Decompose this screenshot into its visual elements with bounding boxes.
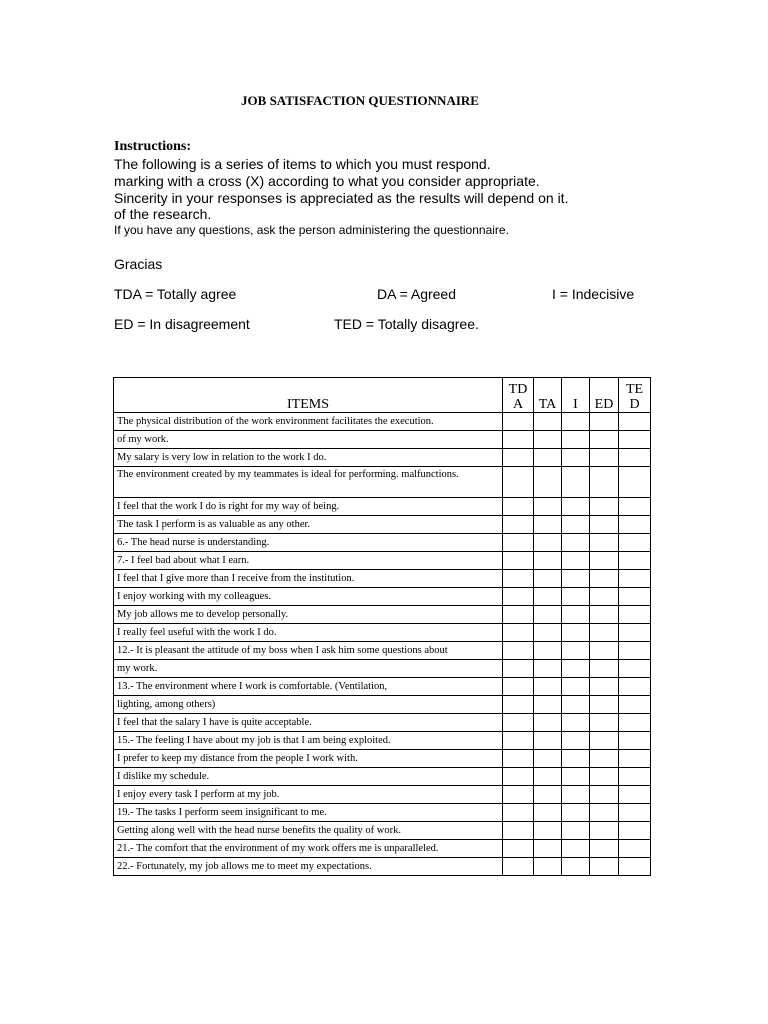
answer-cell-i[interactable] (562, 449, 590, 467)
table-row (114, 678, 651, 696)
legend-da: DA = Agreed (377, 286, 457, 302)
answer-cell-i[interactable] (562, 822, 590, 840)
column-header-top: TD (508, 382, 528, 397)
column-header-bottom: I (573, 397, 578, 412)
table-row (114, 840, 651, 858)
answer-cell-i[interactable] (562, 588, 590, 606)
answer-cell-tda[interactable] (503, 768, 534, 786)
answer-cell-i[interactable] (562, 786, 590, 804)
table-row (114, 552, 651, 570)
answer-cell-ted[interactable] (619, 678, 651, 696)
answer-cell-ted[interactable] (619, 498, 651, 516)
answer-cell-ted[interactable] (619, 804, 651, 822)
item-text: I really feel useful with the work I do. (114, 624, 503, 642)
answer-cell-ed[interactable] (590, 768, 619, 786)
answer-cell-i[interactable] (562, 768, 590, 786)
answer-cell-ta[interactable] (534, 732, 562, 750)
answer-cell-tda[interactable] (503, 714, 534, 732)
answer-cell-i[interactable] (562, 498, 590, 516)
item-text: 19.- The tasks I perform seem insignificant to me. (114, 804, 503, 822)
answer-cell-tda[interactable] (503, 449, 534, 467)
instruction-line: The following is a series of items to which you must respond. (114, 156, 491, 172)
answer-cell-i[interactable] (562, 570, 590, 588)
table-row (114, 624, 651, 642)
item-text: The environment created by my teammates is ideal for performing. malfunctions. (114, 467, 503, 498)
column-header-bottom: ED (594, 397, 614, 412)
table-row (114, 858, 651, 876)
answer-cell-ted[interactable] (619, 552, 651, 570)
column-header-top: TE (625, 382, 644, 397)
table-row (114, 714, 651, 732)
answer-cell-tda[interactable] (503, 552, 534, 570)
answer-cell-ta[interactable] (534, 467, 562, 498)
answer-cell-ed[interactable] (590, 449, 619, 467)
answer-cell-ted[interactable] (619, 570, 651, 588)
answer-cell-ted[interactable] (619, 534, 651, 552)
answer-cell-ted[interactable] (619, 696, 651, 714)
answer-cell-ted[interactable] (619, 840, 651, 858)
answer-cell-tda[interactable] (503, 750, 534, 768)
answer-cell-i[interactable] (562, 714, 590, 732)
item-text: The physical distribution of the work environment facilitates the execution. (114, 413, 503, 431)
answer-cell-ta[interactable] (534, 678, 562, 696)
table-row (114, 570, 651, 588)
answer-cell-ted[interactable] (619, 768, 651, 786)
answer-cell-tda[interactable] (503, 534, 534, 552)
legend-ted: TED = Totally disagree. (334, 316, 479, 332)
column-header-bottom: A (512, 397, 524, 412)
answer-cell-ta[interactable] (534, 786, 562, 804)
item-text: 7.- I feel bad about what I earn. (114, 552, 503, 570)
answer-cell-ta[interactable] (534, 498, 562, 516)
answer-cell-ted[interactable] (619, 624, 651, 642)
instruction-line: marking with a cross (X) according to what you consider appropriate. (114, 173, 540, 189)
answer-cell-ed[interactable] (590, 431, 619, 449)
column-header-ted (619, 378, 651, 413)
item-text: 21.- The comfort that the environment of my work offers me is unparalleled. (114, 840, 503, 858)
answer-cell-ed[interactable] (590, 822, 619, 840)
items-header: ITEMS (114, 378, 503, 413)
answer-cell-ed[interactable] (590, 786, 619, 804)
table-row (114, 588, 651, 606)
answer-cell-ted[interactable] (619, 606, 651, 624)
instruction-line: If you have any questions, ask the person administering the questionnaire. (114, 223, 509, 237)
answer-cell-i[interactable] (562, 606, 590, 624)
item-text: My salary is very low in relation to the work I do. (114, 449, 503, 467)
answer-cell-ta[interactable] (534, 516, 562, 534)
table-row (114, 498, 651, 516)
table-row (114, 534, 651, 552)
answer-cell-tda[interactable] (503, 840, 534, 858)
answer-cell-i[interactable] (562, 467, 590, 498)
answer-cell-tda[interactable] (503, 858, 534, 876)
legend-tda: TDA = Totally agree (114, 286, 237, 302)
item-text: Getting along well with the head nurse benefits the quality of work. (114, 822, 503, 840)
answer-cell-ta[interactable] (534, 750, 562, 768)
legend-ed: ED = In disagreement (114, 316, 250, 332)
answer-cell-ta[interactable] (534, 534, 562, 552)
answer-cell-i[interactable] (562, 552, 590, 570)
column-header-tda (503, 378, 534, 413)
answer-cell-ta[interactable] (534, 552, 562, 570)
answer-cell-tda[interactable] (503, 660, 534, 678)
answer-cell-tda[interactable] (503, 588, 534, 606)
table-row (114, 732, 651, 750)
answer-cell-ed[interactable] (590, 624, 619, 642)
column-header-ta (534, 378, 562, 413)
answer-cell-ted[interactable] (619, 642, 651, 660)
page-title: JOB SATISFACTION QUESTIONNAIRE (241, 93, 479, 108)
answer-cell-ed[interactable] (590, 642, 619, 660)
table-row (114, 660, 651, 678)
table-row (114, 696, 651, 714)
answer-cell-ta[interactable] (534, 696, 562, 714)
item-text: I enjoy every task I perform at my job. (114, 786, 503, 804)
answer-cell-ed[interactable] (590, 858, 619, 876)
answer-cell-ta[interactable] (534, 606, 562, 624)
answer-cell-ed[interactable] (590, 660, 619, 678)
instructions-heading: Instructions: (114, 139, 192, 154)
answer-cell-tda[interactable] (503, 678, 534, 696)
table-row (114, 516, 651, 534)
answer-cell-tda[interactable] (503, 498, 534, 516)
answer-cell-i[interactable] (562, 642, 590, 660)
table-row (114, 431, 651, 449)
table-row (114, 786, 651, 804)
answer-cell-ted[interactable] (619, 714, 651, 732)
answer-cell-ted[interactable] (619, 467, 651, 498)
answer-cell-ta[interactable] (534, 624, 562, 642)
table-row (114, 642, 651, 660)
table-row (114, 750, 651, 768)
table-row (114, 467, 651, 498)
answer-cell-ed[interactable] (590, 606, 619, 624)
answer-cell-ted[interactable] (619, 858, 651, 876)
answer-cell-tda[interactable] (503, 606, 534, 624)
item-text: I feel that the work I do is right for my way of being. (114, 498, 503, 516)
answer-cell-ed[interactable] (590, 714, 619, 732)
table-row (114, 822, 651, 840)
answer-cell-ed[interactable] (590, 804, 619, 822)
answer-cell-ta[interactable] (534, 840, 562, 858)
answer-cell-ta[interactable] (534, 642, 562, 660)
answer-cell-ta[interactable] (534, 413, 562, 431)
answer-cell-i[interactable] (562, 732, 590, 750)
answer-cell-ted[interactable] (619, 588, 651, 606)
table-row (114, 606, 651, 624)
item-text: My job allows me to develop personally. (114, 606, 503, 624)
answer-cell-ted[interactable] (619, 413, 651, 431)
answer-cell-i[interactable] (562, 660, 590, 678)
answer-cell-tda[interactable] (503, 431, 534, 449)
answer-cell-i[interactable] (562, 413, 590, 431)
answer-cell-ed[interactable] (590, 516, 619, 534)
answer-cell-ed[interactable] (590, 696, 619, 714)
answer-cell-ed[interactable] (590, 678, 619, 696)
item-text: I prefer to keep my distance from the people I work with. (114, 750, 503, 768)
item-text: I dislike my schedule. (114, 768, 503, 786)
column-header-bottom: D (629, 397, 640, 412)
answer-cell-tda[interactable] (503, 516, 534, 534)
answer-cell-i[interactable] (562, 696, 590, 714)
answer-cell-tda[interactable] (503, 804, 534, 822)
answer-cell-ted[interactable] (619, 516, 651, 534)
answer-cell-tda[interactable] (503, 786, 534, 804)
item-text: 13.- The environment where I work is comfortable. (Ventilation, (114, 678, 503, 696)
answer-cell-i[interactable] (562, 840, 590, 858)
answer-cell-ed[interactable] (590, 570, 619, 588)
column-header-bottom: TA (538, 397, 557, 412)
answer-cell-ta[interactable] (534, 822, 562, 840)
legend-i: I = Indecisive (552, 286, 635, 302)
instruction-line: of the research. (114, 206, 212, 222)
answer-cell-tda[interactable] (503, 642, 534, 660)
item-text: lighting, among others) (114, 696, 503, 714)
answer-cell-ta[interactable] (534, 570, 562, 588)
answer-cell-ted[interactable] (619, 786, 651, 804)
answer-cell-tda[interactable] (503, 624, 534, 642)
answer-cell-ted[interactable] (619, 431, 651, 449)
answer-cell-ta[interactable] (534, 588, 562, 606)
answer-cell-tda[interactable] (503, 822, 534, 840)
answer-cell-i[interactable] (562, 678, 590, 696)
answer-cell-ted[interactable] (619, 750, 651, 768)
answer-cell-ted[interactable] (619, 449, 651, 467)
answer-cell-i[interactable] (562, 431, 590, 449)
answer-cell-ta[interactable] (534, 768, 562, 786)
item-text: 15.- The feeling I have about my job is that I am being exploited. (114, 732, 503, 750)
answer-cell-ta[interactable] (534, 431, 562, 449)
answer-cell-ed[interactable] (590, 467, 619, 498)
answer-cell-ed[interactable] (590, 750, 619, 768)
answer-cell-ta[interactable] (534, 449, 562, 467)
table-row (114, 413, 651, 431)
instruction-line: Sincerity in your responses is appreciated as the results will depend on it. (114, 190, 569, 206)
answer-cell-tda[interactable] (503, 696, 534, 714)
table-row (114, 804, 651, 822)
thanks-text: Gracias (114, 256, 163, 272)
column-header-ed (590, 378, 619, 413)
answer-cell-ted[interactable] (619, 660, 651, 678)
answer-cell-ed[interactable] (590, 588, 619, 606)
item-text: my work. (114, 660, 503, 678)
answer-cell-ed[interactable] (590, 552, 619, 570)
answer-cell-i[interactable] (562, 750, 590, 768)
answer-cell-i[interactable] (562, 858, 590, 876)
answer-cell-ed[interactable] (590, 732, 619, 750)
item-text: 22.- Fortunately, my job allows me to meet my expectations. (114, 858, 503, 876)
answer-cell-ted[interactable] (619, 732, 651, 750)
answer-cell-ta[interactable] (534, 660, 562, 678)
table-row (114, 768, 651, 786)
item-text: I feel that I give more than I receive from the institution. (114, 570, 503, 588)
answer-cell-i[interactable] (562, 624, 590, 642)
answer-cell-tda[interactable] (503, 467, 534, 498)
answer-cell-ed[interactable] (590, 498, 619, 516)
answer-cell-ted[interactable] (619, 822, 651, 840)
answer-cell-ed[interactable] (590, 840, 619, 858)
answer-cell-i[interactable] (562, 516, 590, 534)
table-header-row (114, 378, 651, 413)
answer-cell-ed[interactable] (590, 413, 619, 431)
column-header-i (562, 378, 590, 413)
answer-cell-ta[interactable] (534, 858, 562, 876)
item-text: of my work. (114, 431, 503, 449)
item-text: I enjoy working with my colleagues. (114, 588, 503, 606)
answer-cell-ta[interactable] (534, 804, 562, 822)
answer-cell-tda[interactable] (503, 570, 534, 588)
item-text: The task I perform is as valuable as any other. (114, 516, 503, 534)
table-row (114, 449, 651, 467)
item-text: 12.- It is pleasant the attitude of my boss when I ask him some questions about (114, 642, 503, 660)
answer-cell-i[interactable] (562, 534, 590, 552)
answer-cell-i[interactable] (562, 804, 590, 822)
answer-cell-ta[interactable] (534, 714, 562, 732)
answer-cell-tda[interactable] (503, 732, 534, 750)
item-text: I feel that the salary I have is quite acceptable. (114, 714, 503, 732)
answer-cell-tda[interactable] (503, 413, 534, 431)
questionnaire-table (113, 377, 651, 876)
answer-cell-ed[interactable] (590, 534, 619, 552)
item-text: 6.- The head nurse is understanding. (114, 534, 503, 552)
